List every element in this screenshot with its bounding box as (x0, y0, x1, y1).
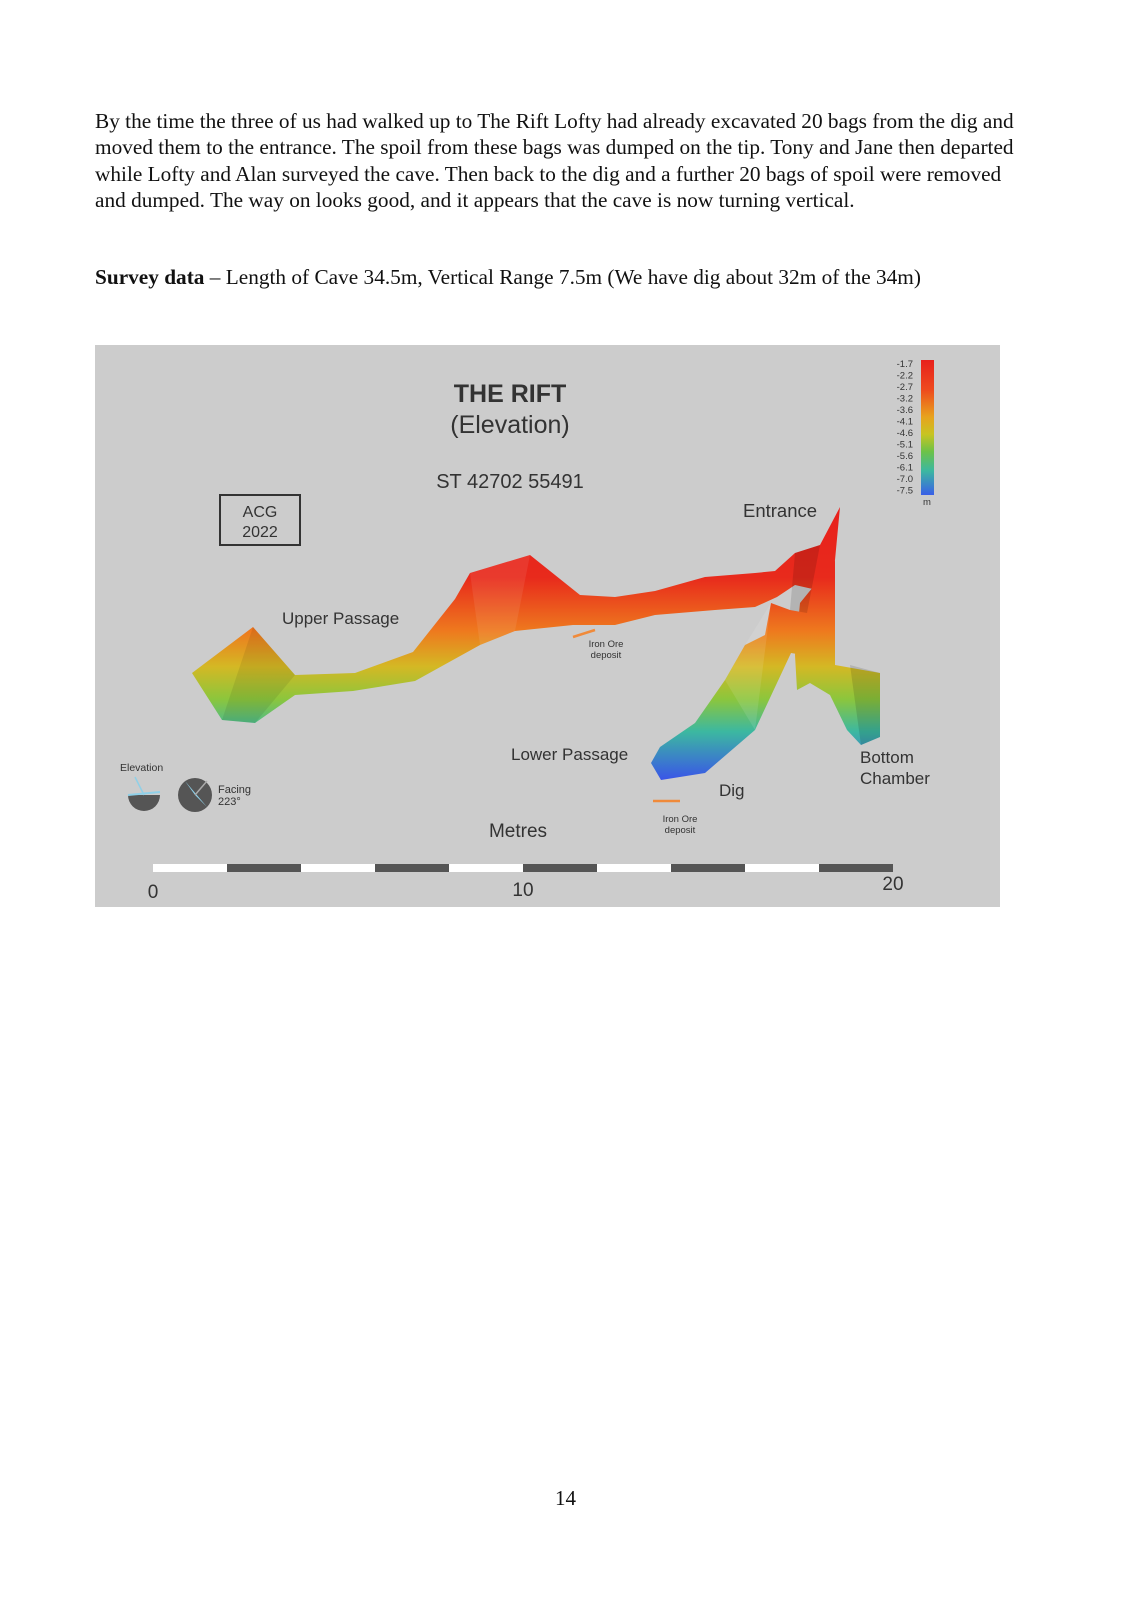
survey-data-text: – Length of Cave 34.5m, Vertical Range 7.5m (We have dig about 32m of the 34m) (204, 265, 921, 289)
facing-value: 223° (218, 796, 241, 808)
depth-label: -4.1 (896, 416, 913, 428)
depth-legend-labels (897, 359, 913, 497)
label-dig: Dig (719, 781, 745, 800)
depth-label: -7.0 (896, 474, 913, 485)
depth-label: -6.1 (896, 462, 913, 474)
elevation-label: Elevation (120, 762, 164, 774)
depth-label: -5.1 (896, 439, 913, 451)
depth-label: -1.7 (896, 359, 913, 370)
scale-tick-10: 10 (512, 880, 534, 901)
depth-label: -7.5 (896, 485, 913, 497)
depth-color-bar (921, 360, 934, 495)
label-lower-passage: Lower Passage (511, 745, 629, 764)
scale-tick-20: 20 (882, 874, 904, 895)
depth-label: -5.6 (896, 451, 913, 462)
survey-subtitle: (Elevation) (450, 411, 570, 439)
iron-ore-mark (573, 630, 595, 637)
scale-bar (153, 864, 893, 872)
depth-label: -3.6 (896, 405, 913, 416)
label-iron-ore-2: Iron Ore (662, 814, 698, 825)
cave-survey-figure (95, 345, 1000, 907)
label-entrance: Entrance (743, 500, 818, 521)
label-iron-ore-1: Iron Ore (588, 639, 624, 650)
survey-data-heading: Survey data (95, 265, 205, 289)
label-chamber: Chamber (860, 769, 930, 788)
cave-elevation-shape (192, 507, 880, 780)
survey-data-paragraph (95, 264, 1035, 290)
depth-label: -4.6 (896, 428, 913, 439)
grid-reference: ST 42702 55491 (436, 471, 584, 493)
label-deposit-2: deposit (664, 825, 696, 836)
label-bottom: Bottom (860, 748, 914, 767)
depth-label: -2.7 (896, 382, 913, 393)
label-upper-passage: Upper Passage (282, 609, 400, 628)
facing-label: Facing (218, 784, 252, 796)
scale-tick-0: 0 (147, 882, 159, 903)
elevation-indicator-icon (128, 777, 160, 811)
survey-title: THE RIFT (453, 380, 567, 408)
page-number: 14 (555, 1486, 576, 1510)
label-deposit-1: deposit (590, 650, 622, 661)
scale-label: Metres (488, 821, 548, 842)
body-paragraph: By the time the three of us had walked up to The Rift Lofty had already excavated 20 bags from the dig and moved them to the entrance. The spoil from these bags was dumped on the tip. Tony and Jane then departed while Lofty and Alan surveyed the cave. Then back to the dig and a further 20 bags of spoil were removed and dumped. The way on looks good, and it appears that the cave is now turning vertical. (95, 109, 1014, 213)
depth-label: -2.2 (896, 370, 913, 382)
depth-unit: m (923, 497, 931, 508)
facing-compass-icon (178, 778, 212, 812)
depth-label: -3.2 (896, 393, 913, 405)
badge-line-2: 2022 (242, 524, 278, 541)
badge-line-1: ACG (242, 504, 278, 521)
